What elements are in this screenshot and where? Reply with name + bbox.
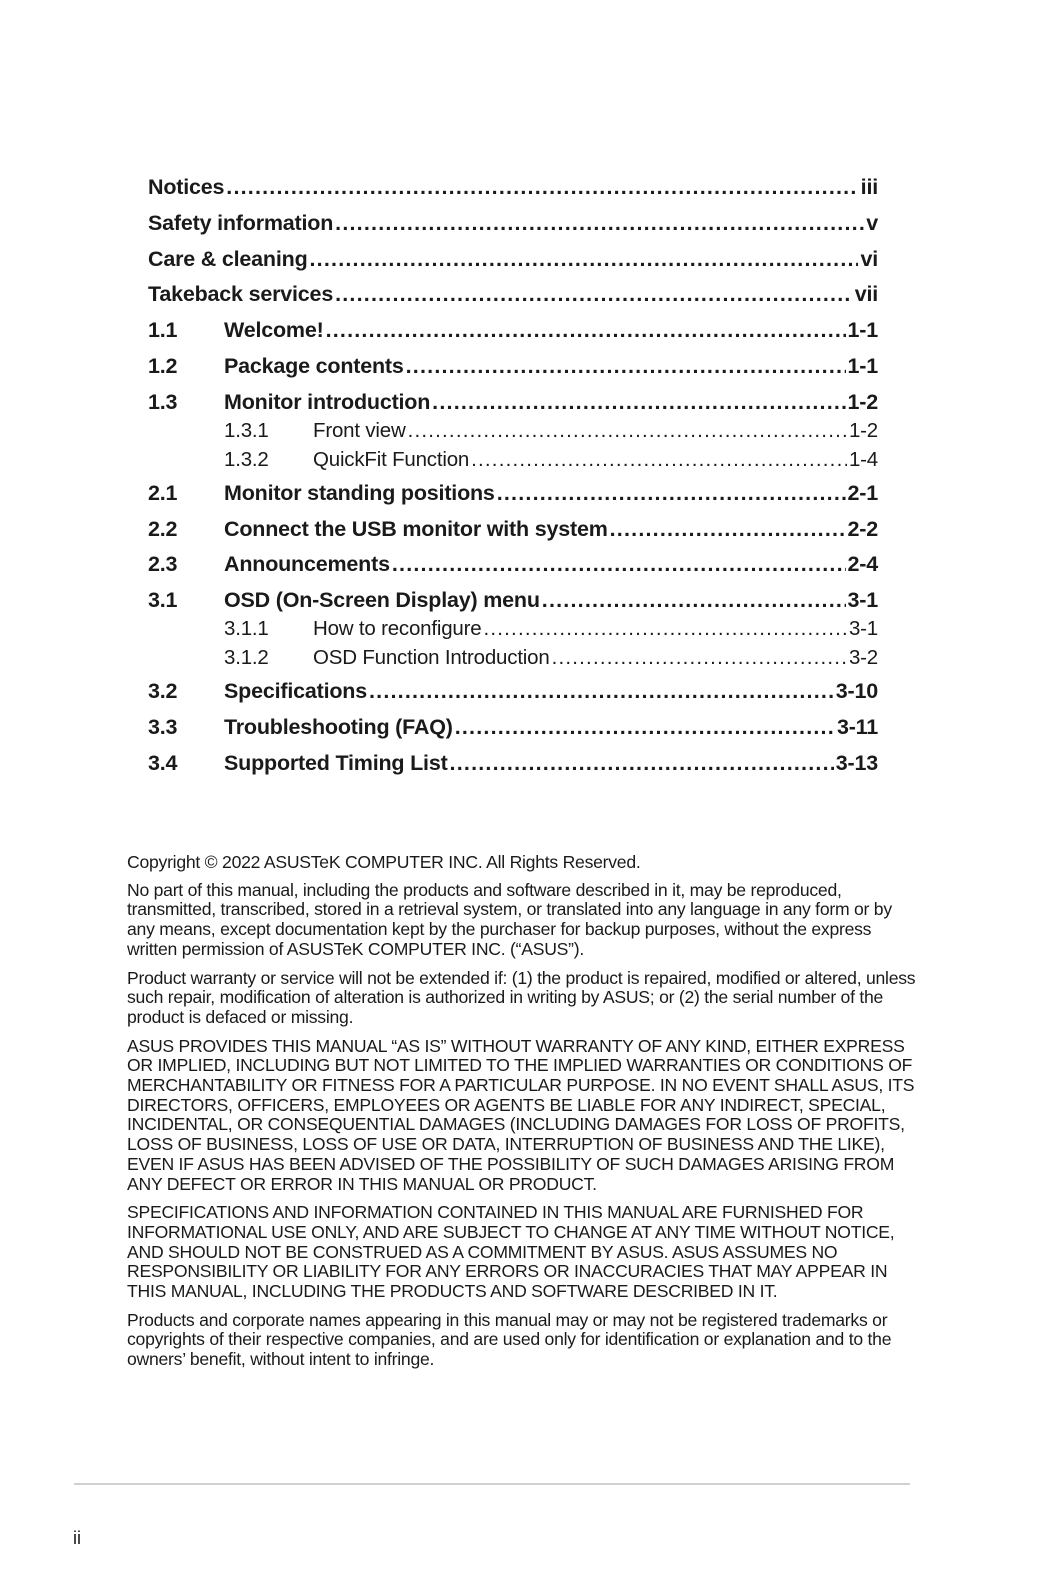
copyright-notice: Copyright © 2022 ASUSTeK COMPUTER INC. All Rights Reserved. [127,852,641,872]
toc-entry-title: Package contents [224,353,404,378]
disclaimer-notice: ASUS PROVIDES THIS MANUAL “AS IS” WITHOUT WARRANTY OF ANY KIND, EITHER EXPRESS OR IMPLIED, INCLUDING BUT NOT LIMITED TO THE IMPLIED WARRANTIES OR CONDITIONS OF MERCHANTABILITY OR FITNESS FOR A PARTICULAR PURPOSE. IN NO EVENT SHALL ASUS, ITS DIRECTORS, OFFICERS, EMPLOYEES OR AGENTS BE LIABLE FOR ANY INDIRECT, SPECIAL, INCIDENTAL, OR CONSEQUENTIAL DAMAGES (INCLUDING DAMAGES FOR LOSS OF PROFITS, LOSS OF BUSINESS, LOSS OF USE OR DATA, INTERRUPTION OF BUSINESS AND THE LIKE), EVEN IF ASUS HAS BEEN ADVISED OF THE POSSIBILITY OF SUCH DAMAGES ARISING FROM ANY DEFECT OR ERROR IN THIS MANUAL OR PRODUCT. [127,1035,915,1194]
toc-entry-number: 3.1.1 [224,617,269,641]
warranty-notice: Product warranty or service will not be extended if: (1) the product is repaired, modified or altered, unless such repair, modification of alteration is authorized in writing by ASUS; or (2) the serial number of the product is defaced or missing. [127,967,916,1027]
toc-entry-page: iii [860,175,878,199]
toc-entry-page: 3-2 [848,646,878,670]
toc-leader-dots [226,175,858,200]
toc-entry-page: vi [860,246,878,271]
toc-entry-number: 1.3.2 [224,447,269,471]
toc-entry-title: Connect the USB monitor with system [224,516,608,541]
toc-entry-title: Supported Timing List [224,750,448,775]
toc-leader-dots [455,715,835,740]
toc-leader-dots [406,354,846,379]
toc-entry-title: Announcements [224,552,390,577]
toc-leader-dots [335,282,853,307]
toc-entry-title: QuickFit Function [313,447,470,471]
toc-entry-2-2[interactable] [148,517,878,553]
toc-entry-title: OSD Function Introduction [313,646,550,670]
toc-leader-dots [408,419,847,443]
toc-leader-dots [483,617,847,641]
toc-entry-title: Monitor introduction [224,389,431,414]
toc-leader-dots [552,646,847,670]
toc-entry-page: 1-1 [847,318,878,343]
toc-entry-3-2[interactable] [148,679,878,715]
toc-leader-dots [450,751,834,776]
toc-entry-number: 1.3 [148,389,178,414]
toc-entry-page: 3-1 [847,588,878,613]
toc-entry-number: 3.1.2 [224,646,269,670]
toc-entry-page: 2-1 [847,480,878,505]
toc-entry-page: 1-1 [847,353,878,378]
toc-entry-page: 3-1 [848,617,878,641]
toc-entry-title: How to reconfigure [313,617,482,641]
toc-entry-number: 1.2 [148,353,178,378]
toc-entry-page: v [866,210,878,235]
toc-leader-dots [542,588,846,613]
toc-entry-number: 2.1 [148,480,178,505]
toc-entry-number: 1.1 [148,318,178,343]
toc-entry-3-3[interactable] [148,715,878,751]
toc-entry-title: Notices [148,175,225,199]
toc-entry-number: 3.3 [148,714,178,739]
trademark-notice: Products and corporate names appearing in this manual may or may not be registered trademarks or copyrights of their respective companies, and are used only for identification or explanation and to the owners’ benefit, without intent to infringe. [127,1309,892,1370]
toc-leader-dots [326,318,846,343]
page-number: ii [73,1528,81,1548]
toc-entry-number: 2.2 [148,516,178,541]
toc-entry-title: OSD (On-Screen Display) menu [224,588,540,613]
toc-entry-3-4[interactable] [148,751,878,787]
toc-entry-2-3[interactable] [148,552,878,588]
toc-entry-number: 1.3.1 [224,418,269,442]
toc-entry-title: Specifications [224,679,367,704]
toc-entry-page: 3-11 [836,714,878,739]
toc-entry-title: Care & cleaning [148,246,308,271]
toc-leader-dots [369,679,834,704]
toc-entry-page: 2-4 [847,552,878,577]
toc-leader-dots [310,247,859,272]
table-of-contents [148,175,878,787]
toc-entry-1-3[interactable] [148,390,878,419]
toc-leader-dots [432,390,845,415]
toc-entry-page: vii [854,282,878,307]
toc-entry-title: Takeback services [148,282,334,307]
toc-entry-number: 3.1 [148,588,178,613]
toc-entry-notices[interactable] [148,175,878,211]
toc-entry-1-2[interactable] [148,354,878,390]
toc-entry-page: 3-13 [835,750,878,775]
toc-entry-title: Welcome! [224,318,324,343]
toc-entry-page: 1-4 [848,447,878,471]
toc-entry-1-3-2[interactable] [148,448,878,481]
toc-entry-number: 3.2 [148,679,178,704]
toc-entry-3-1-2[interactable] [148,646,878,679]
toc-entry-3-1-1[interactable] [148,617,878,646]
legal-notice [127,853,922,1379]
toc-entry-number: 2.3 [148,552,178,577]
toc-leader-dots [392,552,846,577]
toc-entry-title: Troubleshooting (FAQ) [224,714,453,739]
toc-entry-1-1[interactable] [148,318,878,354]
toc-leader-dots [610,517,846,542]
toc-entry-page: 2-2 [847,516,878,541]
toc-entry-page: 1-2 [848,418,878,442]
toc-leader-dots [471,448,847,472]
toc-entry-takeback-services[interactable] [148,282,878,318]
toc-entry-3-1[interactable] [148,588,878,617]
toc-entry-care-cleaning[interactable] [148,247,878,283]
toc-entry-title: Safety information [148,210,334,235]
toc-entry-page: 3-10 [835,679,878,704]
toc-entry-1-3-1[interactable] [148,419,878,448]
toc-leader-dots [497,481,846,506]
toc-entry-page: 1-2 [847,389,878,414]
toc-entry-safety-information[interactable] [148,211,878,247]
toc-entry-2-1[interactable] [148,481,878,517]
reproduction-notice: No part of this manual, including the products and software described in it, may be reproduced, transmitted, transcribed, stored in a retrieval system, or translated into any language in any form or by any means, except documentation kept by the purchaser for backup purposes, without the express written permission of ASUSTeK COMPUTER INC. (“ASUS”). [127,879,892,959]
toc-entry-title: Monitor standing positions [224,480,495,505]
specifications-notice: SPECIFICATIONS AND INFORMATION CONTAINED IN THIS MANUAL ARE FURNISHED FOR INFORMATIONAL USE ONLY, AND ARE SUBJECT TO CHANGE AT ANY TIME WITHOUT NOTICE, AND SHOULD NOT BE CONSTRUED AS A COMMITMENT BY ASUS. ASUS ASSUMES NO RESPONSIBILITY OR LIABILITY FOR ANY ERRORS OR INACCURACIES THAT MAY APPEAR IN THIS MANUAL, INCLUDING THE PRODUCTS AND SOFTWARE DESCRIBED IN IT. [127,1202,895,1302]
toc-entry-number: 3.4 [148,750,178,775]
toc-leader-dots [335,211,864,236]
toc-entry-title: Front view [313,418,406,442]
footer-divider [74,1483,910,1485]
